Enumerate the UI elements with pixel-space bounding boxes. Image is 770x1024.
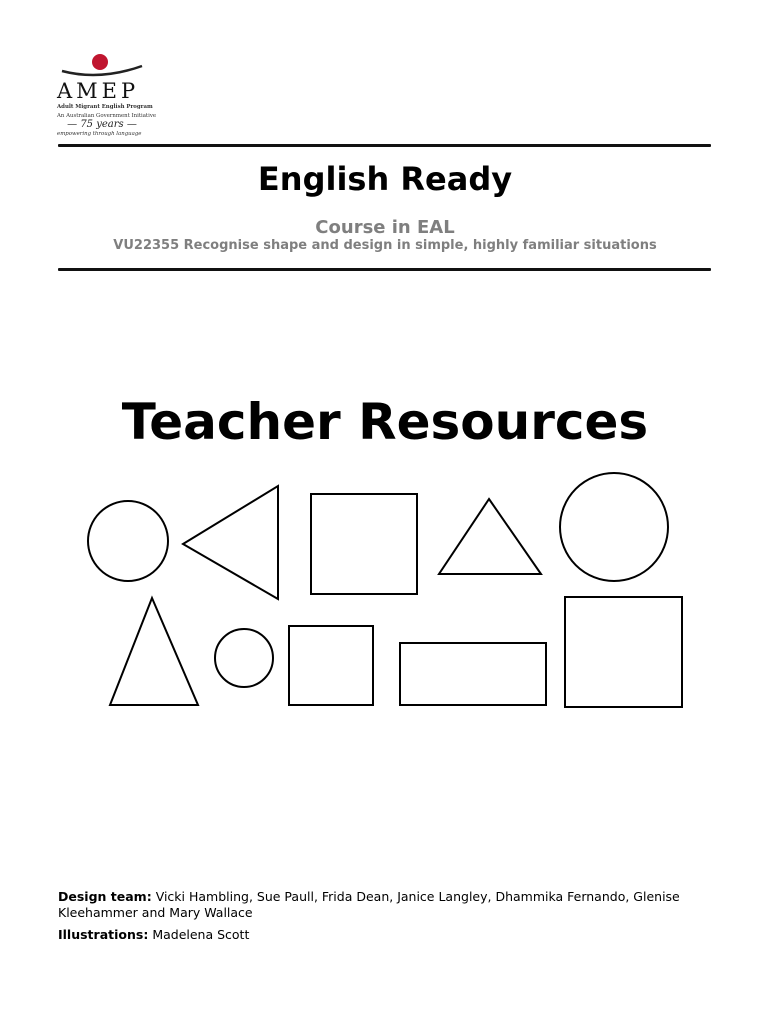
shape-circle <box>88 501 168 581</box>
shape-square <box>565 597 682 707</box>
design-team-names: Vicki Hambling, Sue Paull, Frida Dean, Janice Langley, Dhammika Fernando, Glenise Kleehammer and Mary Wallace <box>58 889 680 920</box>
unit-subtitle: VU22355 Recognise shape and design in simple, highly familiar situations <box>113 238 657 253</box>
logo-program-name: Adult Migrant English Program <box>57 104 153 110</box>
shape-rectangle <box>400 643 546 705</box>
shape-square <box>311 494 417 594</box>
logo-years: — 75 years — <box>67 119 137 130</box>
illustrations-names: Madelena Scott <box>152 927 250 942</box>
logo-tagline: empowering through language <box>57 131 142 137</box>
shape-triangle <box>439 499 541 574</box>
shape-triangle <box>183 486 278 599</box>
logo-wordmark: AMEP <box>57 79 140 103</box>
course-subtitle: Course in EAL <box>315 217 455 238</box>
illustrations-label: Illustrations: <box>58 927 149 942</box>
shape-square <box>289 626 373 705</box>
shape-triangle <box>110 598 198 705</box>
illustrations-credit <box>58 927 718 943</box>
shape-circle <box>560 473 668 581</box>
logo-initiative: An Australian Government Initiative <box>57 113 157 119</box>
page-title: English Ready <box>257 160 513 198</box>
shape-circle <box>215 629 273 687</box>
design-team-label: Design team: <box>58 889 152 904</box>
resources-heading: Teacher Resources <box>121 393 649 451</box>
design-team-credit <box>58 889 718 921</box>
